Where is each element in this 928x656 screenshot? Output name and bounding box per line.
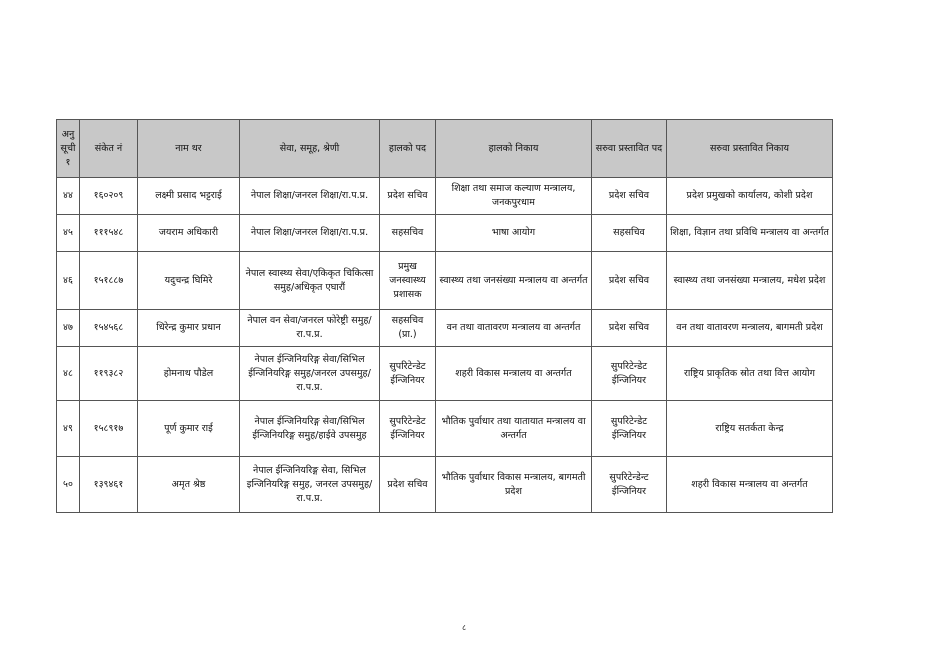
cell-code: १५१८८७ bbox=[80, 252, 138, 310]
cell-proposed-office: वन तथा वातावरण मन्त्रालय, बागमती प्रदेश bbox=[667, 310, 833, 347]
table-row bbox=[57, 401, 833, 457]
cell-current-post: सुपरिटेन्डेट ईन्जिनियर bbox=[380, 347, 436, 401]
cell-serial: ५० bbox=[57, 457, 80, 513]
cell-proposed-post: सुपरिटेन्डेन्ट ईन्जिनियर bbox=[592, 457, 667, 513]
cell-code: १५४५६८ bbox=[80, 310, 138, 347]
cell-serial: ४७ bbox=[57, 310, 80, 347]
cell-name: अमृत श्रेष्ठ bbox=[138, 457, 240, 513]
cell-current-post: सहसचिव bbox=[380, 215, 436, 252]
cell-code: १५८९१७ bbox=[80, 401, 138, 457]
cell-proposed-office: राष्ट्रिय प्राकृतिक स्रोत तथा वित्त आयोग bbox=[667, 347, 833, 401]
cell-name: होमनाथ पौडेल bbox=[138, 347, 240, 401]
table-row bbox=[57, 215, 833, 252]
cell-name: लक्ष्मी प्रसाद भट्टराई bbox=[138, 178, 240, 215]
cell-service: नेपाल वन सेवा/जनरल फोरेष्ट्री समुह/रा.प.प्र. bbox=[240, 310, 380, 347]
cell-name: यदुचन्द्र घिमिरे bbox=[138, 252, 240, 310]
cell-proposed-post: सहसचिव bbox=[592, 215, 667, 252]
header-code: संकेत नं bbox=[80, 120, 138, 178]
cell-service: नेपाल ईन्जिनियरिङ्ग सेवा, सिभिल इन्जिनियरिङ्ग समुह, जनरल उपसमुह/रा.प.प्र. bbox=[240, 457, 380, 513]
cell-code: १११५४८ bbox=[80, 215, 138, 252]
header-name: नाम थर bbox=[138, 120, 240, 178]
table-header-row bbox=[57, 120, 833, 178]
cell-current-office: भाषा आयोग bbox=[436, 215, 592, 252]
transfer-table bbox=[56, 119, 833, 513]
cell-current-office: वन तथा वातावरण मन्त्रालय वा अन्तर्गत bbox=[436, 310, 592, 347]
cell-name: जयराम अधिकारी bbox=[138, 215, 240, 252]
cell-service: नेपाल ईन्जिनियरिङ्ग सेवा/सिभिल ईन्जिनियरिङ्ग समुह/जनरल उपसमुह/रा.प.प्र. bbox=[240, 347, 380, 401]
cell-current-office: शहरी विकास मन्त्रालय वा अन्तर्गत bbox=[436, 347, 592, 401]
table-row bbox=[57, 347, 833, 401]
cell-current-office: भौतिक पुर्वाधार तथा यातायात मन्त्रालय वा अन्तर्गत bbox=[436, 401, 592, 457]
cell-current-office: भौतिक पुर्वाधार विकास मन्त्रालय, बागमती प्रदेश bbox=[436, 457, 592, 513]
header-current-office: हालको निकाय bbox=[436, 120, 592, 178]
cell-proposed-office: शिक्षा, विज्ञान तथा प्रविधि मन्त्रालय वा अन्तर्गत bbox=[667, 215, 833, 252]
cell-current-post: सुपरिटेन्डेट ईन्जिनियर bbox=[380, 401, 436, 457]
cell-current-post: प्रदेश सचिव bbox=[380, 178, 436, 215]
page-number: ८ bbox=[462, 623, 467, 632]
cell-serial: ४६ bbox=[57, 252, 80, 310]
cell-proposed-post: सुपरिटेन्डेट ईन्जिनियर bbox=[592, 347, 667, 401]
table-row bbox=[57, 457, 833, 513]
cell-proposed-office: प्रदेश प्रमुखको कार्यालय, कोशी प्रदेश bbox=[667, 178, 833, 215]
cell-service: नेपाल ईन्जिनियरिङ्ग सेवा/सिभिल ईन्जिनियरिङ्ग समुह/हाईवे उपसमुह bbox=[240, 401, 380, 457]
table-row bbox=[57, 252, 833, 310]
cell-proposed-office: शहरी विकास मन्त्रालय वा अन्तर्गत bbox=[667, 457, 833, 513]
cell-service: नेपाल शिक्षा/जनरल शिक्षा/रा.प.प्र. bbox=[240, 178, 380, 215]
table-row bbox=[57, 178, 833, 215]
header-service: सेवा, समूह, श्रेणी bbox=[240, 120, 380, 178]
cell-serial: ४८ bbox=[57, 347, 80, 401]
cell-name: धिरेन्द्र कुमार प्रधान bbox=[138, 310, 240, 347]
cell-service: नेपाल शिक्षा/जनरल शिक्षा/रा.प.प्र. bbox=[240, 215, 380, 252]
cell-code: १३९४६१ bbox=[80, 457, 138, 513]
table-row bbox=[57, 310, 833, 347]
cell-proposed-post: सुपरिटेन्डेट ईन्जिनियर bbox=[592, 401, 667, 457]
cell-proposed-post: प्रदेश सचिव bbox=[592, 178, 667, 215]
cell-proposed-office: राष्ट्रिय सतर्कता केन्द्र bbox=[667, 401, 833, 457]
cell-name: पूर्ण कुमार राई bbox=[138, 401, 240, 457]
header-proposed-post: सरुवा प्रस्तावित पद bbox=[592, 120, 667, 178]
cell-current-office: शिक्षा तथा समाज कल्याण मन्त्रालय, जनकपुरधाम bbox=[436, 178, 592, 215]
cell-serial: ४५ bbox=[57, 215, 80, 252]
cell-current-post: प्रमुख जनस्वास्थ्य प्रशासक bbox=[380, 252, 436, 310]
cell-current-office: स्वास्थ्य तथा जनसंख्या मन्त्रालय वा अन्तर्गत bbox=[436, 252, 592, 310]
cell-code: १६०२०९ bbox=[80, 178, 138, 215]
cell-code: ११९३८२ bbox=[80, 347, 138, 401]
cell-serial: ४४ bbox=[57, 178, 80, 215]
header-proposed-office: सरुवा प्रस्तावित निकाय bbox=[667, 120, 833, 178]
header-current-post: हालको पद bbox=[380, 120, 436, 178]
header-serial: अनु सूची १ bbox=[57, 120, 80, 178]
cell-service: नेपाल स्वास्थ्य सेवा/एकिकृत चिकित्सा समुह/अधिकृत एघारौं bbox=[240, 252, 380, 310]
cell-current-post: सहसचिव (प्रा.) bbox=[380, 310, 436, 347]
cell-current-post: प्रदेश सचिव bbox=[380, 457, 436, 513]
cell-proposed-office: स्वास्थ्य तथा जनसंख्या मन्त्रालय, मधेश प्रदेश bbox=[667, 252, 833, 310]
cell-serial: ४९ bbox=[57, 401, 80, 457]
cell-proposed-post: प्रदेश सचिव bbox=[592, 310, 667, 347]
cell-proposed-post: प्रदेश सचिव bbox=[592, 252, 667, 310]
